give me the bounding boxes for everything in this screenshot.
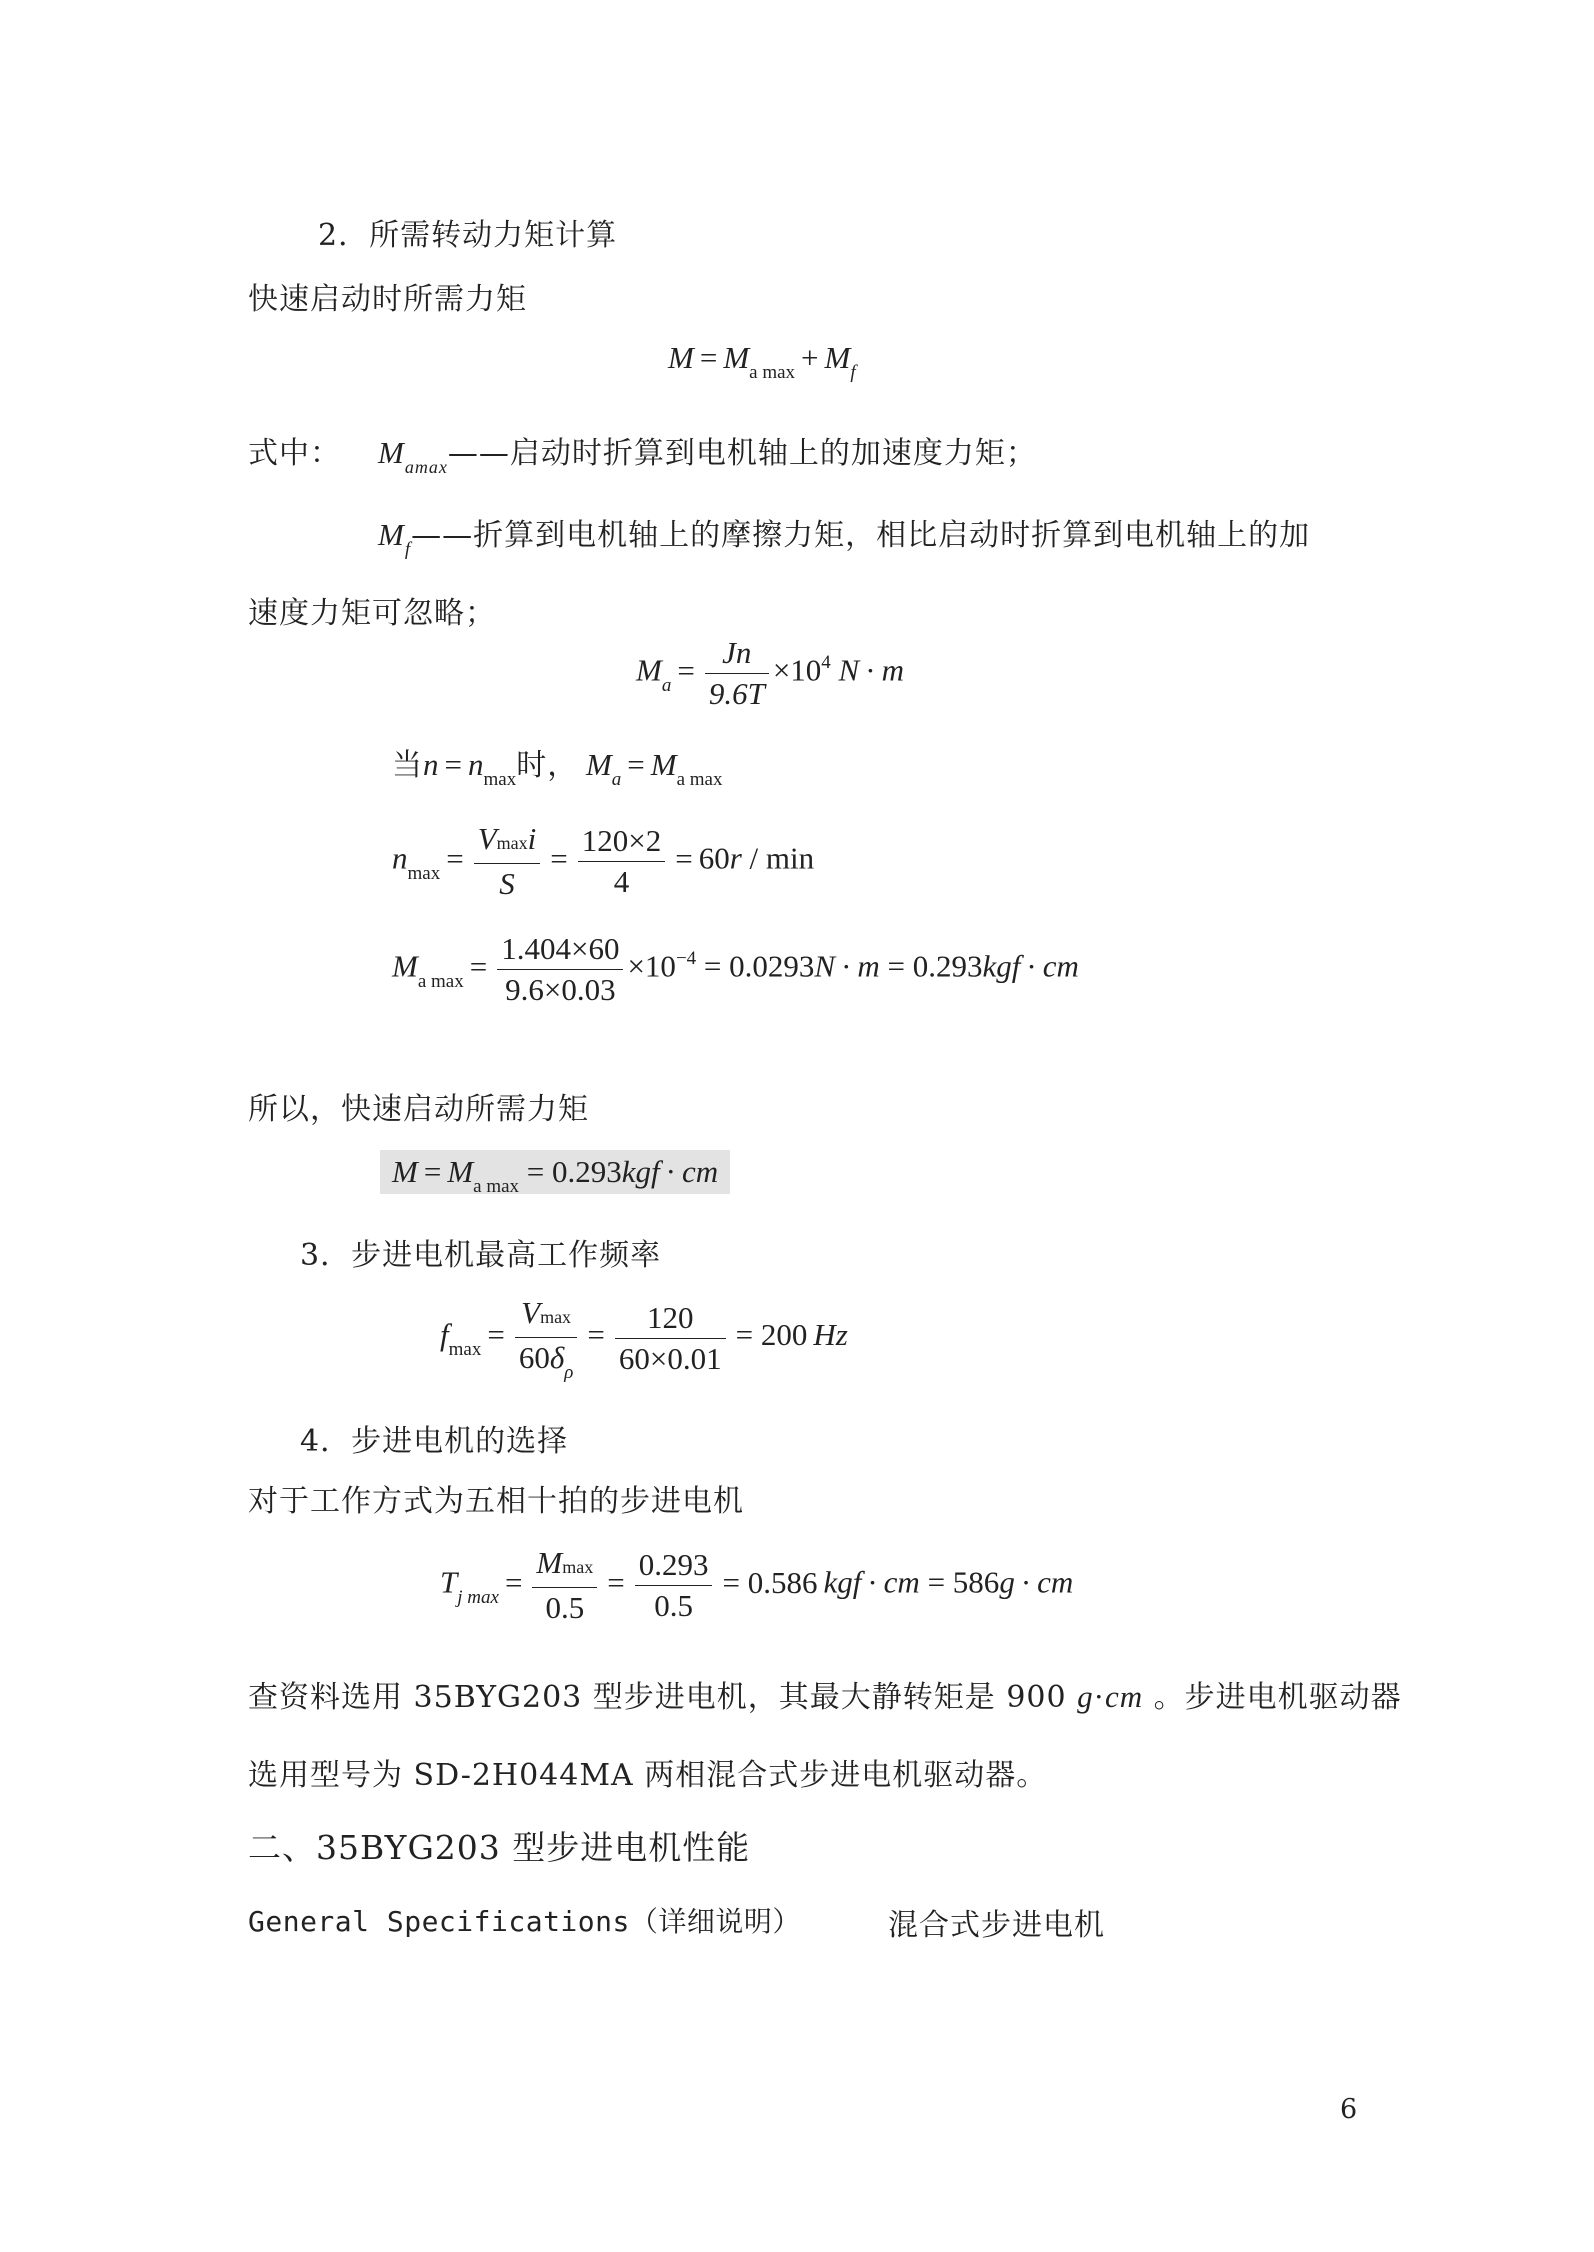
- equation-result-highlighted: $M = M_{a max} = 0.293kgf$ · cm: [380, 1150, 730, 1194]
- section-heading-motor-selection: 4．步进电机的选择: [300, 1424, 569, 1459]
- paragraph-motor-choice: 查资料选用 35BYG203 型步进电机，其最大静转矩是 900 g·cm 。步进电机驱动器: [248, 1679, 1402, 1715]
- definition-friction-continued: 速度力矩可忽略；: [248, 596, 496, 631]
- where-label: 式中：: [248, 436, 341, 471]
- equation-total-torque: $M = M_{a max} + M_f$: [668, 340, 856, 383]
- spec-label: General Specifications（详细说明）: [248, 1905, 801, 1938]
- section-heading-torque: 2．所需转动力矩计算: [318, 218, 618, 253]
- equation-accel-torque: $M_a$ = $\frac{Jn}{9.6T}$ $\times 10^4$ N · m: [636, 635, 904, 711]
- equation-max-speed: $n_{max}$ = $\frac{Vmaxi}{S}$ = $\frac{120\times 2}{4}$ = 60r / min: [392, 821, 815, 901]
- paragraph-startup-torque: 快速启动时所需力矩: [248, 282, 527, 317]
- definition-accel-torque: $M_{amax}——$启动时折算到电机轴上的加速度力矩；: [378, 435, 1037, 477]
- equation-max-frequency: $f_{max}$ = $\frac{Vmax}{60\delta_\rho}$ = $\frac{120}{60\times 0.01}$ = 200 Hz: [440, 1295, 848, 1383]
- section-heading-frequency: 3．步进电机最高工作频率: [300, 1238, 662, 1273]
- definition-friction-torque: $M_f——$折算到电机轴上的摩擦力矩，相比启动时折算到电机轴上的加: [378, 517, 1311, 560]
- paragraph-conclusion: 所以，快速启动所需力矩: [248, 1092, 589, 1127]
- equation-condition: 当$n = n_{max}$时， $M_a = M_{a max}$: [392, 747, 723, 790]
- paragraph-driver-choice: 选用型号为 SD-2H044MA 两相混合式步进电机驱动器。: [248, 1758, 1048, 1793]
- equation-holding-torque: $T_{j max}$ = $\frac{Mmax}{0.5}$ = $\frac{0.293}{0.5}$ = 0.586 kgf · cm = 586g · cm: [440, 1545, 1074, 1625]
- equation-max-accel-torque: $M_{a max}$ = $\frac{1.404\times 60}{9.6\times 0.03}$ $\times 10^{-4} = 0.0293N \cdot m = 0.293kgf$ · cm: [392, 931, 1079, 1007]
- page-number: 6: [1340, 2094, 1358, 2125]
- spec-value: 混合式步进电机: [888, 1908, 1105, 1943]
- chapter-heading-motor-performance: 二、35BYG203 型步进电机性能: [248, 1828, 751, 1867]
- paragraph-five-phase: 对于工作方式为五相十拍的步进电机: [248, 1484, 744, 1519]
